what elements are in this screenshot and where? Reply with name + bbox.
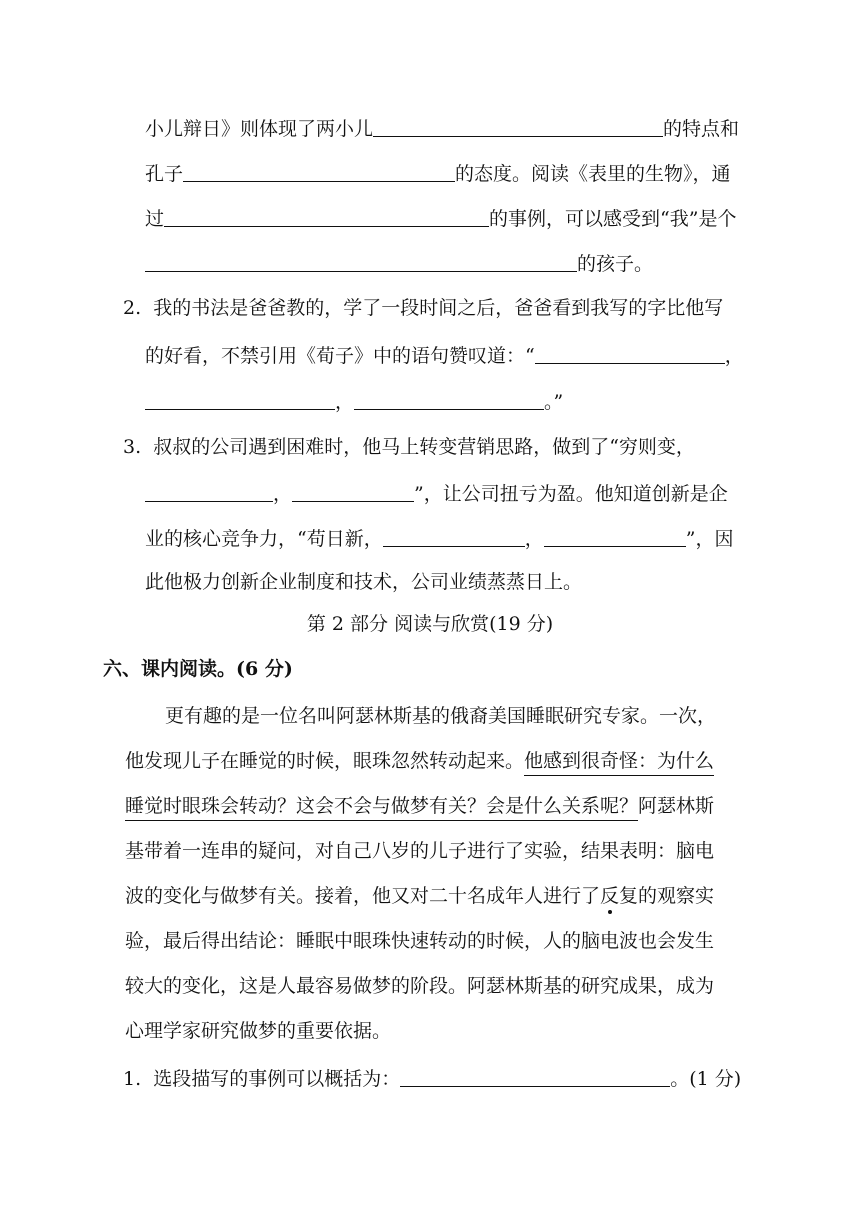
item3-text-1: 叔叔的公司遇到困难时，他马上转变营销思路，做到了“穷则变， (153, 436, 695, 458)
answer-blank[interactable] (292, 483, 414, 502)
passage-text: 波的变化与做梦有关。接着，他又对二十名成年人进行了 (125, 885, 601, 907)
item3-line4 (145, 573, 582, 592)
item1-text-3b: 的事例，可以感受到“我”是个 (489, 208, 737, 230)
item3-text-3c: ”，因 (685, 528, 734, 550)
passage-line8 (125, 1022, 391, 1041)
item1-line1 (145, 118, 739, 139)
answer-blank[interactable] (354, 391, 544, 410)
item3-text-4: 此他极力创新企业制度和技术，公司业绩蒸蒸日上。 (145, 571, 583, 593)
item2-text-2b: ， (724, 345, 744, 367)
answer-blank[interactable] (383, 528, 525, 547)
item1-text-1a: 小儿辩日》则体现了两小儿 (145, 118, 374, 140)
item1-text-2b: 的态度。阅读《表里的生物》，通 (455, 163, 731, 185)
answer-blank[interactable] (535, 345, 725, 364)
question1 (123, 1068, 741, 1089)
passage-text: 较大的变化，这是人最容易做梦的阶段。阿瑟林斯基的研究成果，成为 (125, 975, 715, 997)
emphasized-char (600, 887, 619, 906)
item2-text-3b: 。” (544, 391, 564, 413)
item1-text-1b: 的特点和 (663, 118, 740, 140)
item2-text-3a: ， (335, 391, 355, 413)
passage-text: 阿瑟林斯 (638, 795, 715, 817)
passage-line7 (125, 977, 714, 996)
item1-line2 (145, 163, 731, 184)
item3-line2 (145, 483, 728, 504)
answer-blank[interactable] (164, 208, 489, 227)
answer-blank[interactable] (145, 483, 273, 502)
passage-line1 (165, 707, 716, 726)
section6-heading-text: 六、课内阅读。(6 分) (103, 658, 293, 680)
passage-text: 心理学家研究做梦的重要依据。 (125, 1020, 392, 1042)
passage-line6 (125, 932, 714, 951)
emphasized-char-text: 反 (600, 885, 620, 907)
item3-line3 (145, 528, 733, 549)
item2-text-1: 我的书法是爸爸教的，学了一段时间之后，爸爸看到我写的字比他写 (153, 297, 724, 319)
passage-text: 验，最后得出结论：睡眠中眼珠快速转动的时候，人的脑电波也会发生 (125, 930, 715, 952)
item3-text-2b: ”，让公司扭亏为盈。他知道创新是企 (414, 483, 728, 505)
item3-line1 (123, 438, 695, 457)
item1-line3 (145, 208, 736, 229)
passage-line3 (125, 797, 714, 816)
part2-heading (0, 615, 860, 634)
answer-blank[interactable] (145, 253, 577, 272)
question1-points: 。(1 分) (670, 1068, 742, 1090)
passage-line2 (125, 752, 714, 771)
answer-blank[interactable] (544, 528, 686, 547)
answer-blank[interactable] (373, 118, 663, 137)
item3-text-3b: ， (524, 528, 544, 550)
question1-text: 选段描写的事例可以概括为： (153, 1068, 401, 1090)
item2-text-2a: 的好看，不禁引用《荀子》中的语句赞叹道：“ (145, 345, 535, 367)
item2-line3 (145, 391, 563, 412)
passage-text: 他发现儿子在睡觉的时候，眼珠忽然转动起来。 (125, 750, 525, 772)
passage-line5 (125, 887, 714, 906)
item1-text-3a: 过 (145, 208, 165, 230)
item3-text-2a: ， (273, 483, 293, 505)
passage-text: 复 (619, 885, 639, 907)
question1-number: 1. (123, 1068, 142, 1090)
underlined-sentence: 睡觉时眼珠会转动？这会不会与做梦有关？会是什么关系呢？ (125, 795, 638, 821)
emphasis-dot (608, 910, 612, 914)
section6-heading (103, 660, 293, 679)
passage-line4 (125, 842, 714, 861)
passage-text: 基带着一连串的疑问，对自己八岁的儿子进行了实验，结果表明：脑电 (125, 840, 715, 862)
passage-text: 的观察实 (638, 885, 715, 907)
answer-blank[interactable] (145, 391, 335, 410)
underlined-sentence: 他感到很奇怪：为什么 (524, 750, 714, 776)
item1-text-2a: 孔子 (145, 163, 184, 185)
item3-number: 3. (123, 436, 142, 458)
item1-line4 (145, 253, 653, 274)
item2-line2 (145, 345, 744, 366)
item1-text-4b: 的孩子。 (577, 253, 654, 275)
passage-text: 更有趣的是一位名叫阿瑟林斯基的俄裔美国睡眠研究专家。一次， (165, 705, 717, 727)
answer-blank[interactable] (183, 163, 455, 182)
answer-blank[interactable] (400, 1068, 670, 1087)
part2-heading-text: 第 2 部分 阅读与欣赏(19 分) (306, 613, 554, 635)
item2-line1 (123, 299, 723, 318)
item2-number: 2. (123, 297, 142, 319)
item3-text-3a: 业的核心竞争力，“苟日新， (145, 528, 383, 550)
